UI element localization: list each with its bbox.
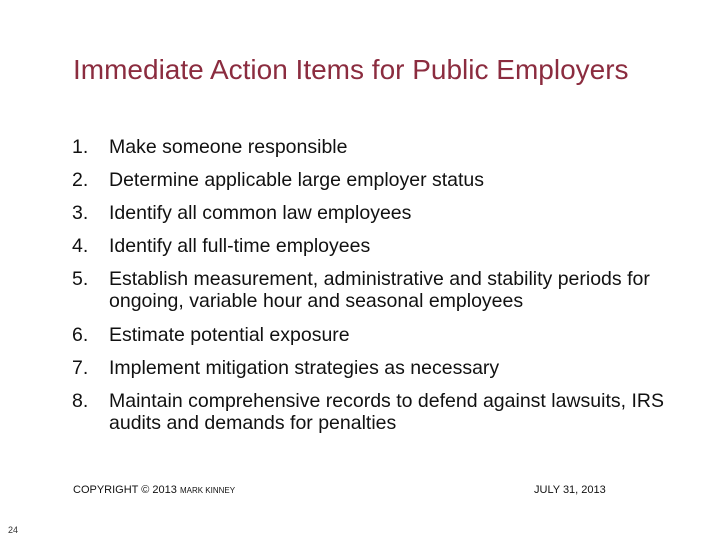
item-text: Maintain comprehensive records to defend against lawsuits, IRS audits and demands for penalties [109,390,664,434]
item-text: Identify all common law employees [109,202,412,224]
item-text: Identify all full-time employees [109,235,371,257]
slide-title: Immediate Action Items for Public Employers [73,54,629,85]
item-text: Determine applicable large employer status [109,169,485,191]
item-number: 6. [72,324,89,346]
item-number: 2. [72,169,89,191]
item-text: Make someone responsible [109,136,348,158]
footer-copyright [73,484,235,496]
item-text: Establish measurement, administrative and stability periods for ongoing, variable hour and seasonal employees [109,268,650,312]
item-number: 4. [72,235,89,257]
item-number: 8. [72,390,89,412]
list-item [72,169,672,191]
page-number: 24 [8,525,19,535]
item-text: Implement mitigation strategies as necessary [109,357,500,379]
list-item [72,136,672,158]
item-text: Estimate potential exposure [109,324,350,346]
item-number: 7. [72,357,89,379]
item-number: 5. [72,268,89,290]
list-item [72,235,672,257]
list-item [72,268,672,312]
list-item [72,324,672,346]
list-item [72,202,672,224]
action-items-list [72,136,672,446]
list-item [72,390,672,434]
item-number: 3. [72,202,89,224]
list-item [72,357,672,379]
item-number: 1. [72,136,89,158]
copyright-text: COPYRIGHT © 2013 [73,484,177,496]
author-name: MARK KINNEY [179,486,236,495]
footer-date: JULY 31, 2013 [534,484,606,496]
